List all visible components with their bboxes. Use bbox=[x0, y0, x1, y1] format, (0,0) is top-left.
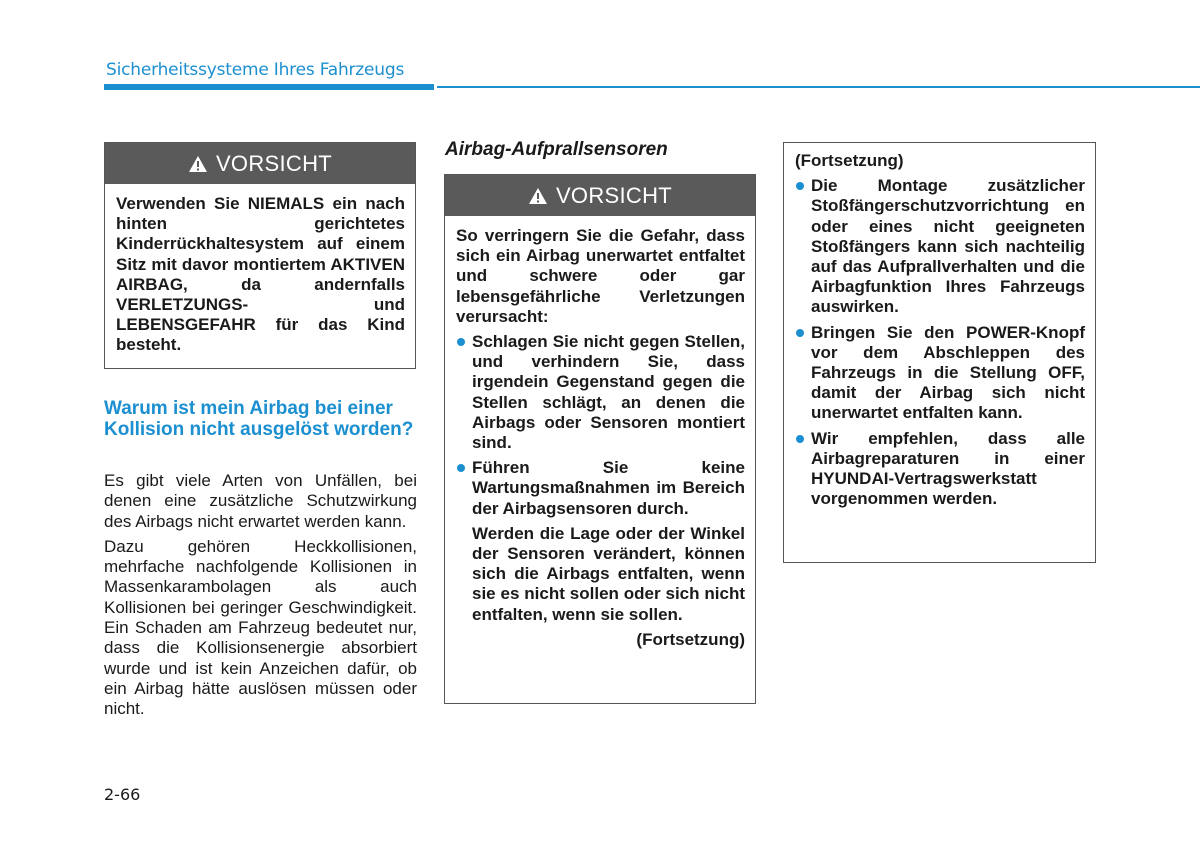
caution-title: VORSICHT bbox=[555, 182, 673, 208]
subheading-airbag-sensors: Airbag-Aufprallsensoren bbox=[445, 139, 668, 160]
caution-title: VORSICHT bbox=[215, 150, 333, 176]
header-rule-thin bbox=[437, 86, 1200, 88]
caution-extra-text: Werden die Lage oder der Winkel der Sensoren verändert, können sich die Airbags entfalten, wenn sie es nicht sollen oder sich nicht entfalten, wenn sie sollen. bbox=[472, 523, 745, 624]
list-item: Führen Sie keine Wartungsmaßnahmen im Bereich der Airbagsensoren durch. bbox=[456, 458, 745, 519]
list-item: Bringen Sie den POWER-Knopf vor dem Abschleppen des Fahrzeugs in die Stellung OFF, damit der Airbag sich nicht unerwartet entfalten kann. bbox=[795, 323, 1085, 424]
continued-bullet-list bbox=[795, 176, 1085, 509]
caution-content bbox=[445, 216, 755, 660]
warning-triangle-icon bbox=[528, 187, 548, 205]
paragraph: Es gibt viele Arten von Unfällen, bei denen eine zusätzliche Schutzwirkung des Airbags nicht erwartet werden kann. bbox=[104, 471, 417, 531]
caution-text: Verwenden Sie NIEMALS ein nach hinten gerichtetes Kinderrückhaltesystem auf einem Sitz mit davor montiertem AKTIVEN AIRBAG, da andernfalls VERLETZUNGS- und LEBENSGEFAHR für das Kind besteht. bbox=[116, 194, 405, 355]
caution-header bbox=[445, 175, 755, 216]
page-header-title: Sicherheitssysteme Ihres Fahrzeugs bbox=[106, 60, 405, 80]
list-item: Wir empfehlen, dass alle Airbagreparaturen in einer HYUNDAI-Vertragswerkstatt vorgenommen werden. bbox=[795, 429, 1085, 510]
continued-content bbox=[784, 143, 1095, 519]
list-item: Schlagen Sie nicht gegen Stellen, und verhindern Sie, dass irgendein Gegenstand gegen die Stellen schlägt, an denen die Airbags oder Sensoren montiert sind. bbox=[456, 332, 745, 453]
body-text-column1 bbox=[104, 471, 417, 725]
caution-intro: So verringern Sie die Gefahr, dass sich ein Airbag unerwartet entfaltet und schwere oder gar lebensgefährliche Verletzungen verursacht: bbox=[456, 226, 745, 326]
paragraph: Dazu gehören Heckkollisionen, mehrfache nachfolgende Kollisionen in Massenkarambolagen als auch Kollisionen bei geringer Geschwindigkeit. Ein Schaden am Fahrzeug bedeutet nur, dass die Kollisionsenergie absorbiert wurde und ist kein Anzeichen dafür, ob ein Airbag hätte auslösen müssen oder nicht. bbox=[104, 536, 417, 719]
warning-triangle-icon bbox=[188, 155, 208, 173]
continued-label: (Fortsetzung) bbox=[636, 629, 745, 649]
list-item: Die Montage zusätzlicher Stoßfängerschutzvorrichtung en oder eines nicht geeigneten Stoßfängers kann sich nachteilig auf das Aufprallverhalten und die Airbagfunktion Ihres Fahrzeugs auswirken. bbox=[795, 176, 1085, 317]
caution-bullet-list bbox=[456, 332, 745, 519]
caution-box-sensors bbox=[444, 174, 756, 704]
header-rule-thick bbox=[104, 84, 434, 90]
caution-box-child-seat bbox=[104, 142, 416, 369]
continued-box bbox=[783, 142, 1096, 563]
continued-label: (Fortsetzung) bbox=[795, 151, 904, 170]
caution-header bbox=[105, 143, 415, 184]
section-heading: Warum ist mein Airbag bei einer Kollision nicht ausgelöst worden? bbox=[104, 398, 414, 440]
page-number: 2-66 bbox=[104, 785, 141, 804]
